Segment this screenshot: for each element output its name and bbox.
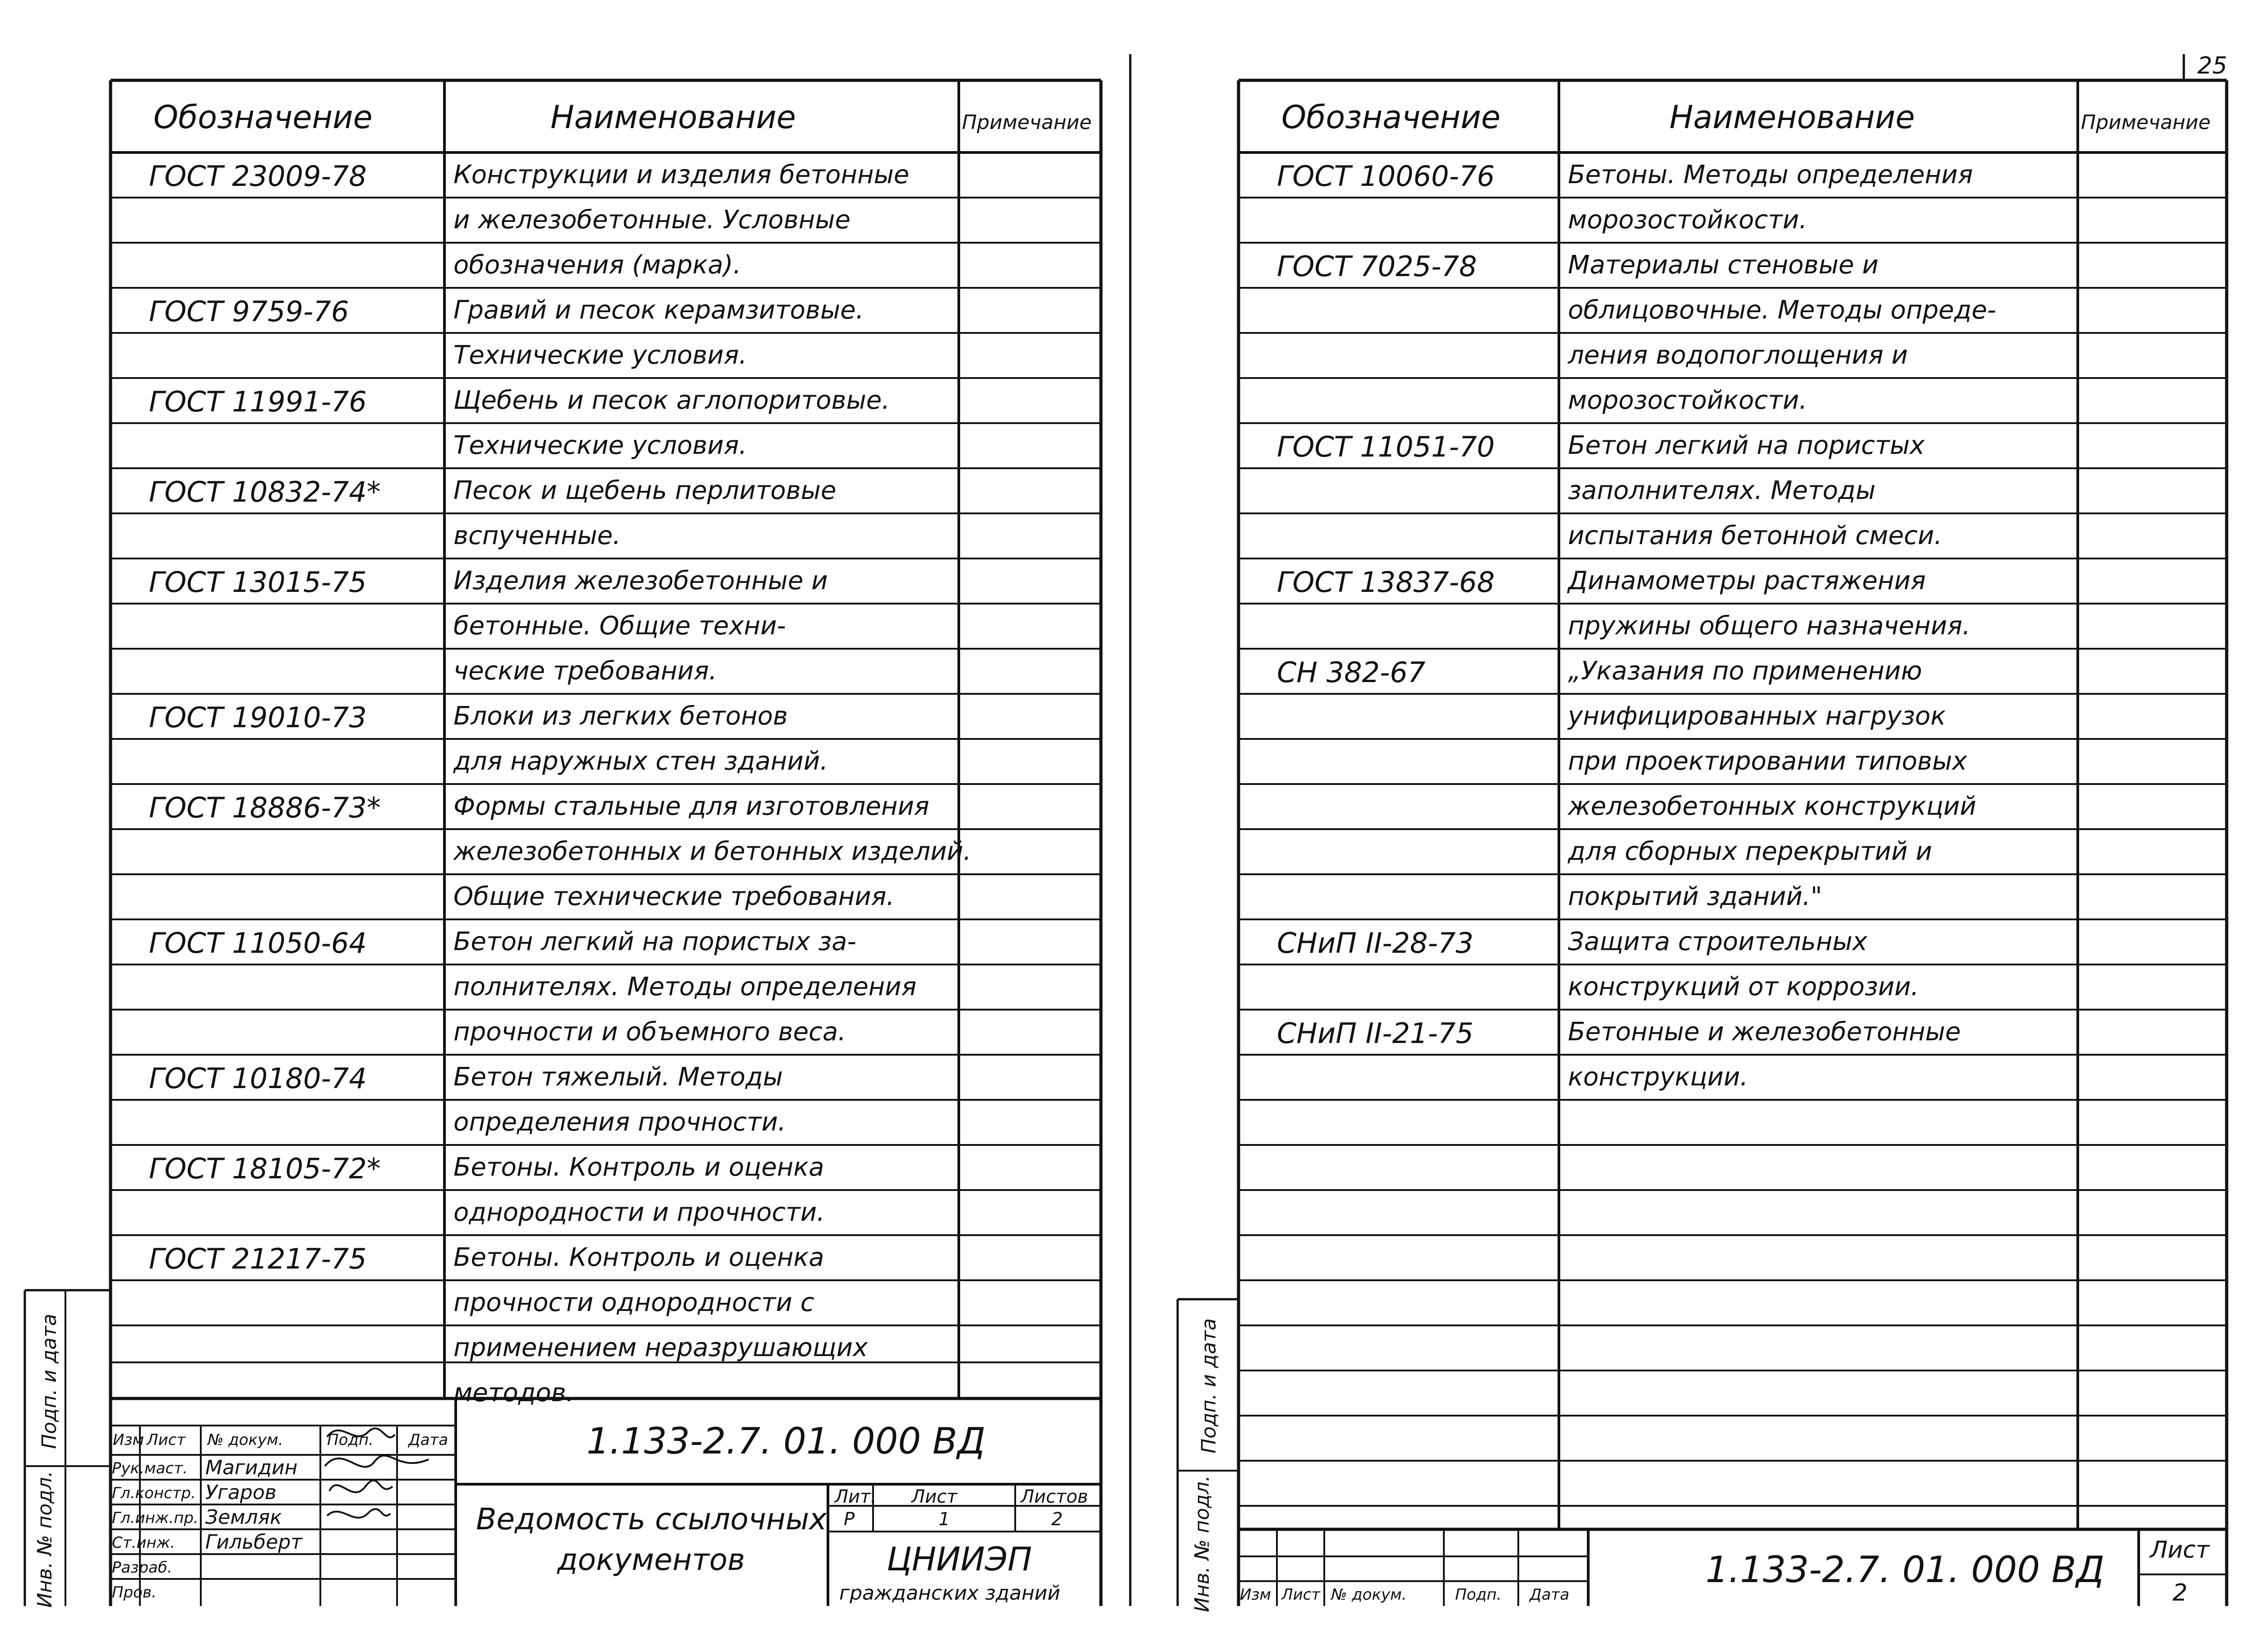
designation-cell: ГОСТ 11050-64 [149, 927, 367, 960]
stamp-col-date: Дата [1530, 1586, 1570, 1604]
stamp-role: Разраб. [112, 1559, 172, 1577]
designation-cell: ГОСТ 18886-73* [149, 791, 381, 824]
stamp-org: ЦНИИЭП [887, 1540, 1032, 1578]
stamp-col-doc: № докум. [208, 1431, 283, 1449]
stamp-col-sign: Подп. [327, 1431, 374, 1449]
name-cell: Формы стальные для изготовления [453, 792, 929, 821]
name-cell: Материалы стеновые и [1568, 250, 1879, 280]
name-cell: железобетонных конструкций [1568, 792, 1976, 821]
left-header-note: Примечание [962, 111, 1092, 134]
designation-cell: ГОСТ 13015-75 [149, 566, 367, 599]
designation-cell: ГОСТ 13837-68 [1277, 566, 1495, 599]
name-cell: облицовочные. Методы опреде- [1568, 295, 1997, 325]
stamp-role: Ст.инж. [112, 1534, 176, 1552]
name-cell: Бетонные и железобетонные [1568, 1017, 1961, 1047]
stamp-role: Гл.констр. [112, 1484, 196, 1502]
name-cell: бетонные. Общие техни- [453, 611, 786, 641]
name-cell: Защита строительных [1568, 927, 1868, 956]
designation-cell: СНиП II-28-73 [1277, 927, 1474, 960]
stamp-role: Пров. [112, 1583, 157, 1601]
name-cell: Технические условия. [453, 341, 747, 370]
stamp-sheets-label: Листов [1021, 1486, 1088, 1507]
right-side-label-sign-date: Подп. и дата [1197, 1318, 1220, 1454]
stamp-sheets-value: 2 [1051, 1509, 1063, 1530]
designation-cell: ГОСТ 7025-78 [1277, 250, 1477, 283]
name-cell: Динамометры растяжения [1568, 566, 1926, 595]
stamp-col-izm: Изм [113, 1431, 144, 1449]
name-cell: определения прочности. [453, 1107, 786, 1137]
name-cell: унифицированных нагрузок [1568, 701, 1946, 731]
name-cell: Технические условия. [453, 431, 747, 460]
right-side-label-inv-no: Инв. № подл. [1191, 1475, 1214, 1612]
stamp-org-sub: гражданских зданий [839, 1583, 1060, 1603]
name-cell: применением неразрушающих [453, 1333, 868, 1362]
name-cell: Бетоны. Контроль и оценка [453, 1243, 824, 1272]
designation-cell: ГОСТ 10832-74* [149, 475, 381, 508]
name-cell: заполнителях. Методы [1568, 476, 1876, 505]
name-cell: конструкции. [1568, 1062, 1748, 1092]
designation-cell: СНиП II-21-75 [1277, 1017, 1474, 1050]
stamp-lit-value: Р [844, 1509, 855, 1530]
name-cell: Бетон легкий на пористых [1568, 431, 1925, 460]
name-cell: для наружных стен зданий. [453, 747, 828, 776]
left-side-label-sign-date: Подп. и дата [38, 1314, 61, 1449]
name-cell: испытания бетонной смеси. [1568, 521, 1942, 550]
designation-cell: ГОСТ 10180-74 [149, 1062, 367, 1095]
name-cell: обозначения (марка). [453, 250, 741, 280]
right-header-designation: Обозначение [1281, 99, 1501, 136]
name-cell: Бетоны. Методы определения [1568, 160, 1973, 189]
stamp-col-izm: Изм [1240, 1586, 1271, 1604]
name-cell: Блоки из легких бетонов [453, 701, 788, 731]
name-cell: ления водопоглощения и [1568, 341, 1908, 370]
stamp-lit-label: Лит. [835, 1486, 877, 1507]
name-cell: пружины общего назначения. [1568, 611, 1970, 641]
designation-cell: СН 382-67 [1277, 656, 1426, 689]
left-header-name: Наименование [550, 99, 796, 136]
name-cell: Бетон тяжелый. Методы [453, 1062, 783, 1092]
stamp-col-list: Лист [147, 1431, 186, 1449]
name-cell: Бетоны. Контроль и оценка [453, 1153, 824, 1182]
designation-cell: ГОСТ 10060-76 [1277, 160, 1495, 193]
name-cell: Песок и щебень перлитовые [453, 476, 837, 505]
right-header-name: Наименование [1669, 99, 1915, 136]
designation-cell: ГОСТ 21217-75 [149, 1242, 367, 1275]
name-cell: Конструкции и изделия бетонные [453, 160, 910, 189]
name-cell: однородности и прочности. [453, 1198, 825, 1227]
stamp-col-date: Дата [408, 1431, 448, 1449]
right-stamp-sheet-value: 2 [2173, 1579, 2188, 1606]
name-cell: конструкций от коррозии. [1568, 972, 1919, 1001]
stamp-sheet-value: 1 [938, 1509, 950, 1530]
right-stamp-sheet-label: Лист [2150, 1537, 2210, 1564]
right-stamp-code: 1.133-2.7. 01. 000 ВД [1706, 1549, 2105, 1591]
name-cell: при проектировании типовых [1568, 747, 1967, 776]
designation-cell: ГОСТ 19010-73 [149, 701, 367, 734]
name-cell: полнителях. Методы определения [453, 972, 917, 1001]
name-cell: „Указания по применению [1568, 656, 1923, 686]
name-cell: прочности и объемного веса. [453, 1017, 846, 1047]
designation-cell: ГОСТ 18105-72* [149, 1152, 381, 1185]
stamp-sheet-label: Лист [911, 1486, 957, 1507]
name-cell: для сборных перекрытий и [1568, 837, 1932, 866]
designation-cell: ГОСТ 23009-78 [149, 160, 367, 193]
name-cell: и железобетонные. Условные [453, 205, 851, 235]
left-stamp-code: 1.133-2.7. 01. 000 ВД [587, 1420, 986, 1462]
stamp-person: Магидин [205, 1456, 298, 1479]
name-cell: прочности однородности с [453, 1288, 814, 1317]
name-cell: Изделия железобетонные и [453, 566, 828, 595]
left-side-label-inv-no: Инв. № подл. [33, 1471, 56, 1608]
name-cell: вспученные. [453, 521, 621, 550]
name-cell: Бетон легкий на пористых за- [453, 927, 856, 956]
designation-cell: ГОСТ 11991-76 [149, 385, 367, 418]
name-cell: Гравий и песок керамзитовые. [453, 295, 864, 325]
name-cell: методов. [453, 1378, 574, 1407]
right-header-note: Примечание [2081, 111, 2211, 134]
stamp-role: Гл.инж.пр. [112, 1509, 199, 1527]
name-cell: ческие требования. [453, 656, 717, 686]
name-cell: морозостойкости. [1568, 205, 1808, 235]
stamp-person: Земляк [205, 1506, 282, 1529]
left-stamp-title-line1: Ведомость ссылочных [476, 1502, 827, 1537]
stamp-col-sign: Подп. [1455, 1586, 1502, 1604]
left-stamp-title-line2: документов [557, 1542, 745, 1577]
name-cell: Общие технические требования. [453, 882, 895, 911]
stamp-col-doc: № докум. [1331, 1586, 1407, 1604]
stamp-role: Рук.маст. [112, 1459, 188, 1477]
stamp-col-list: Лист [1281, 1586, 1321, 1604]
stamp-person: Угаров [205, 1481, 277, 1504]
page-number: 25 [2197, 52, 2228, 79]
designation-cell: ГОСТ 9759-76 [149, 295, 349, 328]
name-cell: железобетонных и бетонных изделий. [453, 837, 971, 866]
name-cell: морозостойкости. [1568, 386, 1808, 415]
name-cell: Щебень и песок аглопоритовые. [453, 386, 890, 415]
designation-cell: ГОСТ 11051-70 [1277, 430, 1495, 463]
name-cell: покрытий зданий." [1568, 882, 1822, 911]
stamp-person: Гильберт [205, 1531, 302, 1554]
left-header-designation: Обозначение [153, 99, 373, 136]
